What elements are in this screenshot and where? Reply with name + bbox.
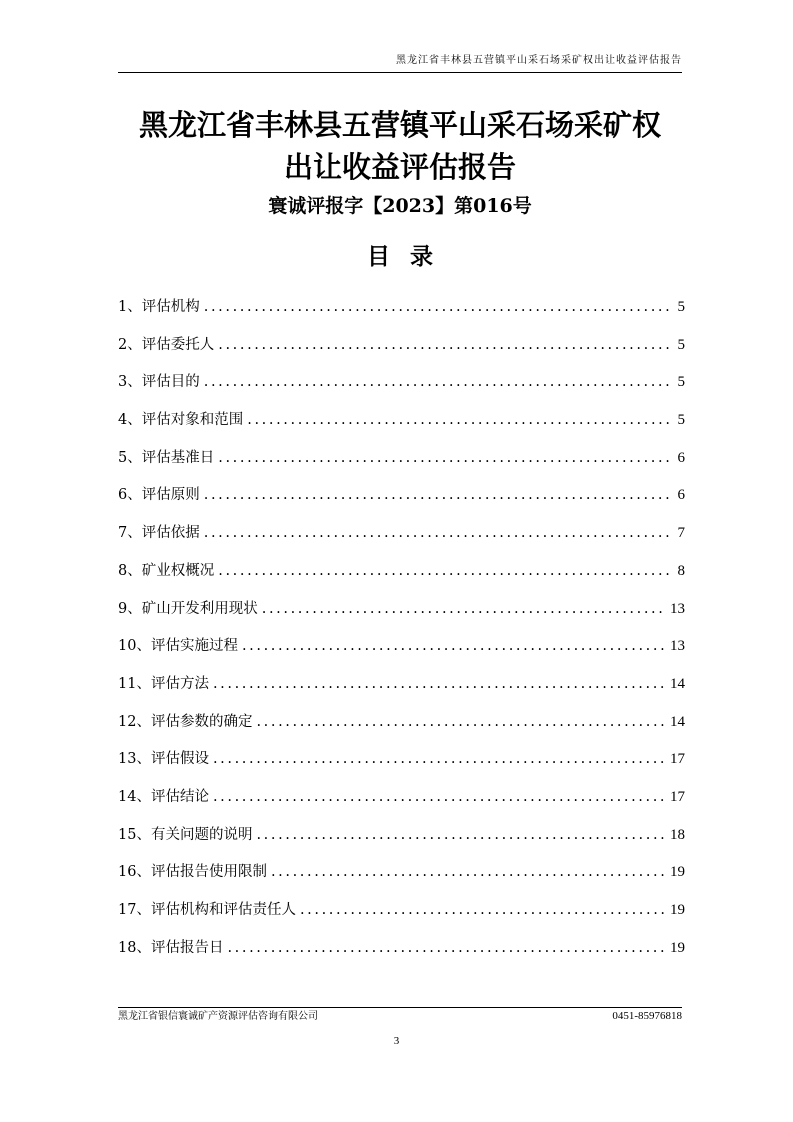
toc-entry-page: 5: [677, 412, 685, 429]
toc-entry-page: 17: [670, 751, 685, 768]
toc-dot-leader: [213, 782, 666, 812]
toc-entry-label: 10、评估实施过程: [118, 638, 238, 655]
toc-entry-label: 9、矿山开发利用现状: [118, 600, 258, 617]
toc-entry[interactable]: [118, 933, 685, 971]
toc-entry-label: 2、评估委托人: [118, 336, 215, 353]
toc-entry-page: 5: [677, 374, 685, 391]
toc-dot-leader: [271, 857, 666, 887]
toc-entry-label: 16、评估报告使用限制: [118, 864, 267, 881]
toc-entry-label: 17、评估机构和评估责任人: [118, 902, 296, 918]
toc-dot-leader: [204, 518, 671, 548]
toc-entry-page: 14: [670, 675, 685, 692]
toc-heading: 目录: [367, 243, 453, 270]
toc-entry[interactable]: [118, 443, 685, 481]
toc-dot-leader: [262, 594, 666, 624]
toc-entry[interactable]: [118, 330, 685, 368]
toc-entry[interactable]: [118, 707, 685, 745]
toc-entry[interactable]: [118, 480, 685, 518]
toc-dot-leader: [242, 631, 666, 661]
toc-entry[interactable]: [118, 594, 685, 632]
toc-entry-page: 19: [670, 864, 685, 881]
toc-entry[interactable]: [118, 669, 685, 707]
toc-entry-page: 18: [670, 826, 685, 843]
toc-entry-label: 6、评估原则: [118, 487, 200, 504]
footer-phone: 0451-85976818: [612, 1010, 682, 1022]
footer-divider: [118, 1007, 682, 1008]
toc-entry-page: 13: [670, 600, 685, 617]
report-title: [100, 104, 700, 188]
toc-entry-page: 8: [677, 562, 685, 579]
toc-dot-leader: [218, 330, 671, 360]
toc-entry-page: 6: [677, 487, 685, 504]
toc-entry-label: 7、评估依据: [118, 525, 200, 542]
toc-entry-label: 4、评估对象和范围: [118, 412, 244, 429]
toc-entry-page: 13: [670, 638, 685, 655]
toc-entry-page: 19: [670, 939, 685, 956]
toc-dot-leader: [204, 480, 671, 510]
toc-entry[interactable]: [118, 292, 685, 330]
toc-dot-leader: [218, 443, 671, 473]
toc-entry-label: 18、评估报告日: [118, 939, 224, 956]
toc-entry-label: 15、有关问题的说明: [118, 826, 253, 843]
toc-entry-page: 19: [670, 902, 685, 918]
toc-entry[interactable]: [118, 820, 685, 858]
toc-entry-label: 14、评估结论: [118, 788, 209, 805]
toc-entry[interactable]: [118, 518, 685, 556]
report-title-line-1: 黑龙江省丰林县五营镇平山采石场采矿权: [138, 108, 661, 142]
toc-dot-leader: [256, 707, 666, 737]
report-title-line-2: 出让收益评估报告: [283, 150, 516, 184]
toc-dot-leader: [247, 405, 671, 435]
toc-entry[interactable]: [118, 367, 685, 405]
toc-dot-leader: [204, 367, 671, 397]
toc-entry-label: 12、评估参数的确定: [118, 713, 253, 730]
footer-company-name: 黑龙江省银信寰诚矿产资源评估咨询有限公司: [118, 1011, 318, 1022]
toc-entry-label: 8、矿业权概况: [118, 562, 215, 579]
document-number: 寰诚评报字【2023】第016号: [268, 195, 532, 217]
table-of-contents: [118, 292, 685, 970]
toc-entry-label: 11、评估方法: [118, 675, 209, 692]
toc-dot-leader: [218, 556, 671, 586]
toc-entry-label: 1、评估机构: [118, 299, 200, 315]
toc-entry-page: 7: [677, 525, 685, 542]
toc-dot-leader: [213, 669, 666, 699]
toc-entry[interactable]: [118, 857, 685, 895]
toc-entry-page: 5: [677, 336, 685, 353]
toc-dot-leader: [300, 895, 666, 925]
toc-entry-label: 3、评估目的: [118, 374, 200, 391]
toc-dot-leader: [227, 933, 666, 963]
header-divider: [118, 72, 682, 73]
toc-entry[interactable]: [118, 782, 685, 820]
toc-entry[interactable]: [118, 405, 685, 443]
toc-dot-leader: [213, 744, 666, 774]
toc-entry-page: 17: [670, 788, 685, 805]
toc-entry-label: 13、评估假设: [118, 751, 209, 768]
toc-entry[interactable]: [118, 631, 685, 669]
running-header: 黑龙江省丰林县五营镇平山采石场采矿权出让收益评估报告: [396, 55, 682, 66]
toc-dot-leader: [204, 292, 671, 322]
toc-entry-page: 6: [677, 449, 685, 466]
toc-entry-label: 5、评估基准日: [118, 449, 215, 466]
toc-entry[interactable]: [118, 556, 685, 594]
toc-entry[interactable]: [118, 895, 685, 933]
toc-dot-leader: [256, 820, 666, 850]
toc-entry-page: 5: [677, 299, 685, 315]
toc-entry-page: 14: [670, 713, 685, 730]
toc-entry[interactable]: [118, 744, 685, 782]
page-number: 3: [393, 1035, 400, 1047]
